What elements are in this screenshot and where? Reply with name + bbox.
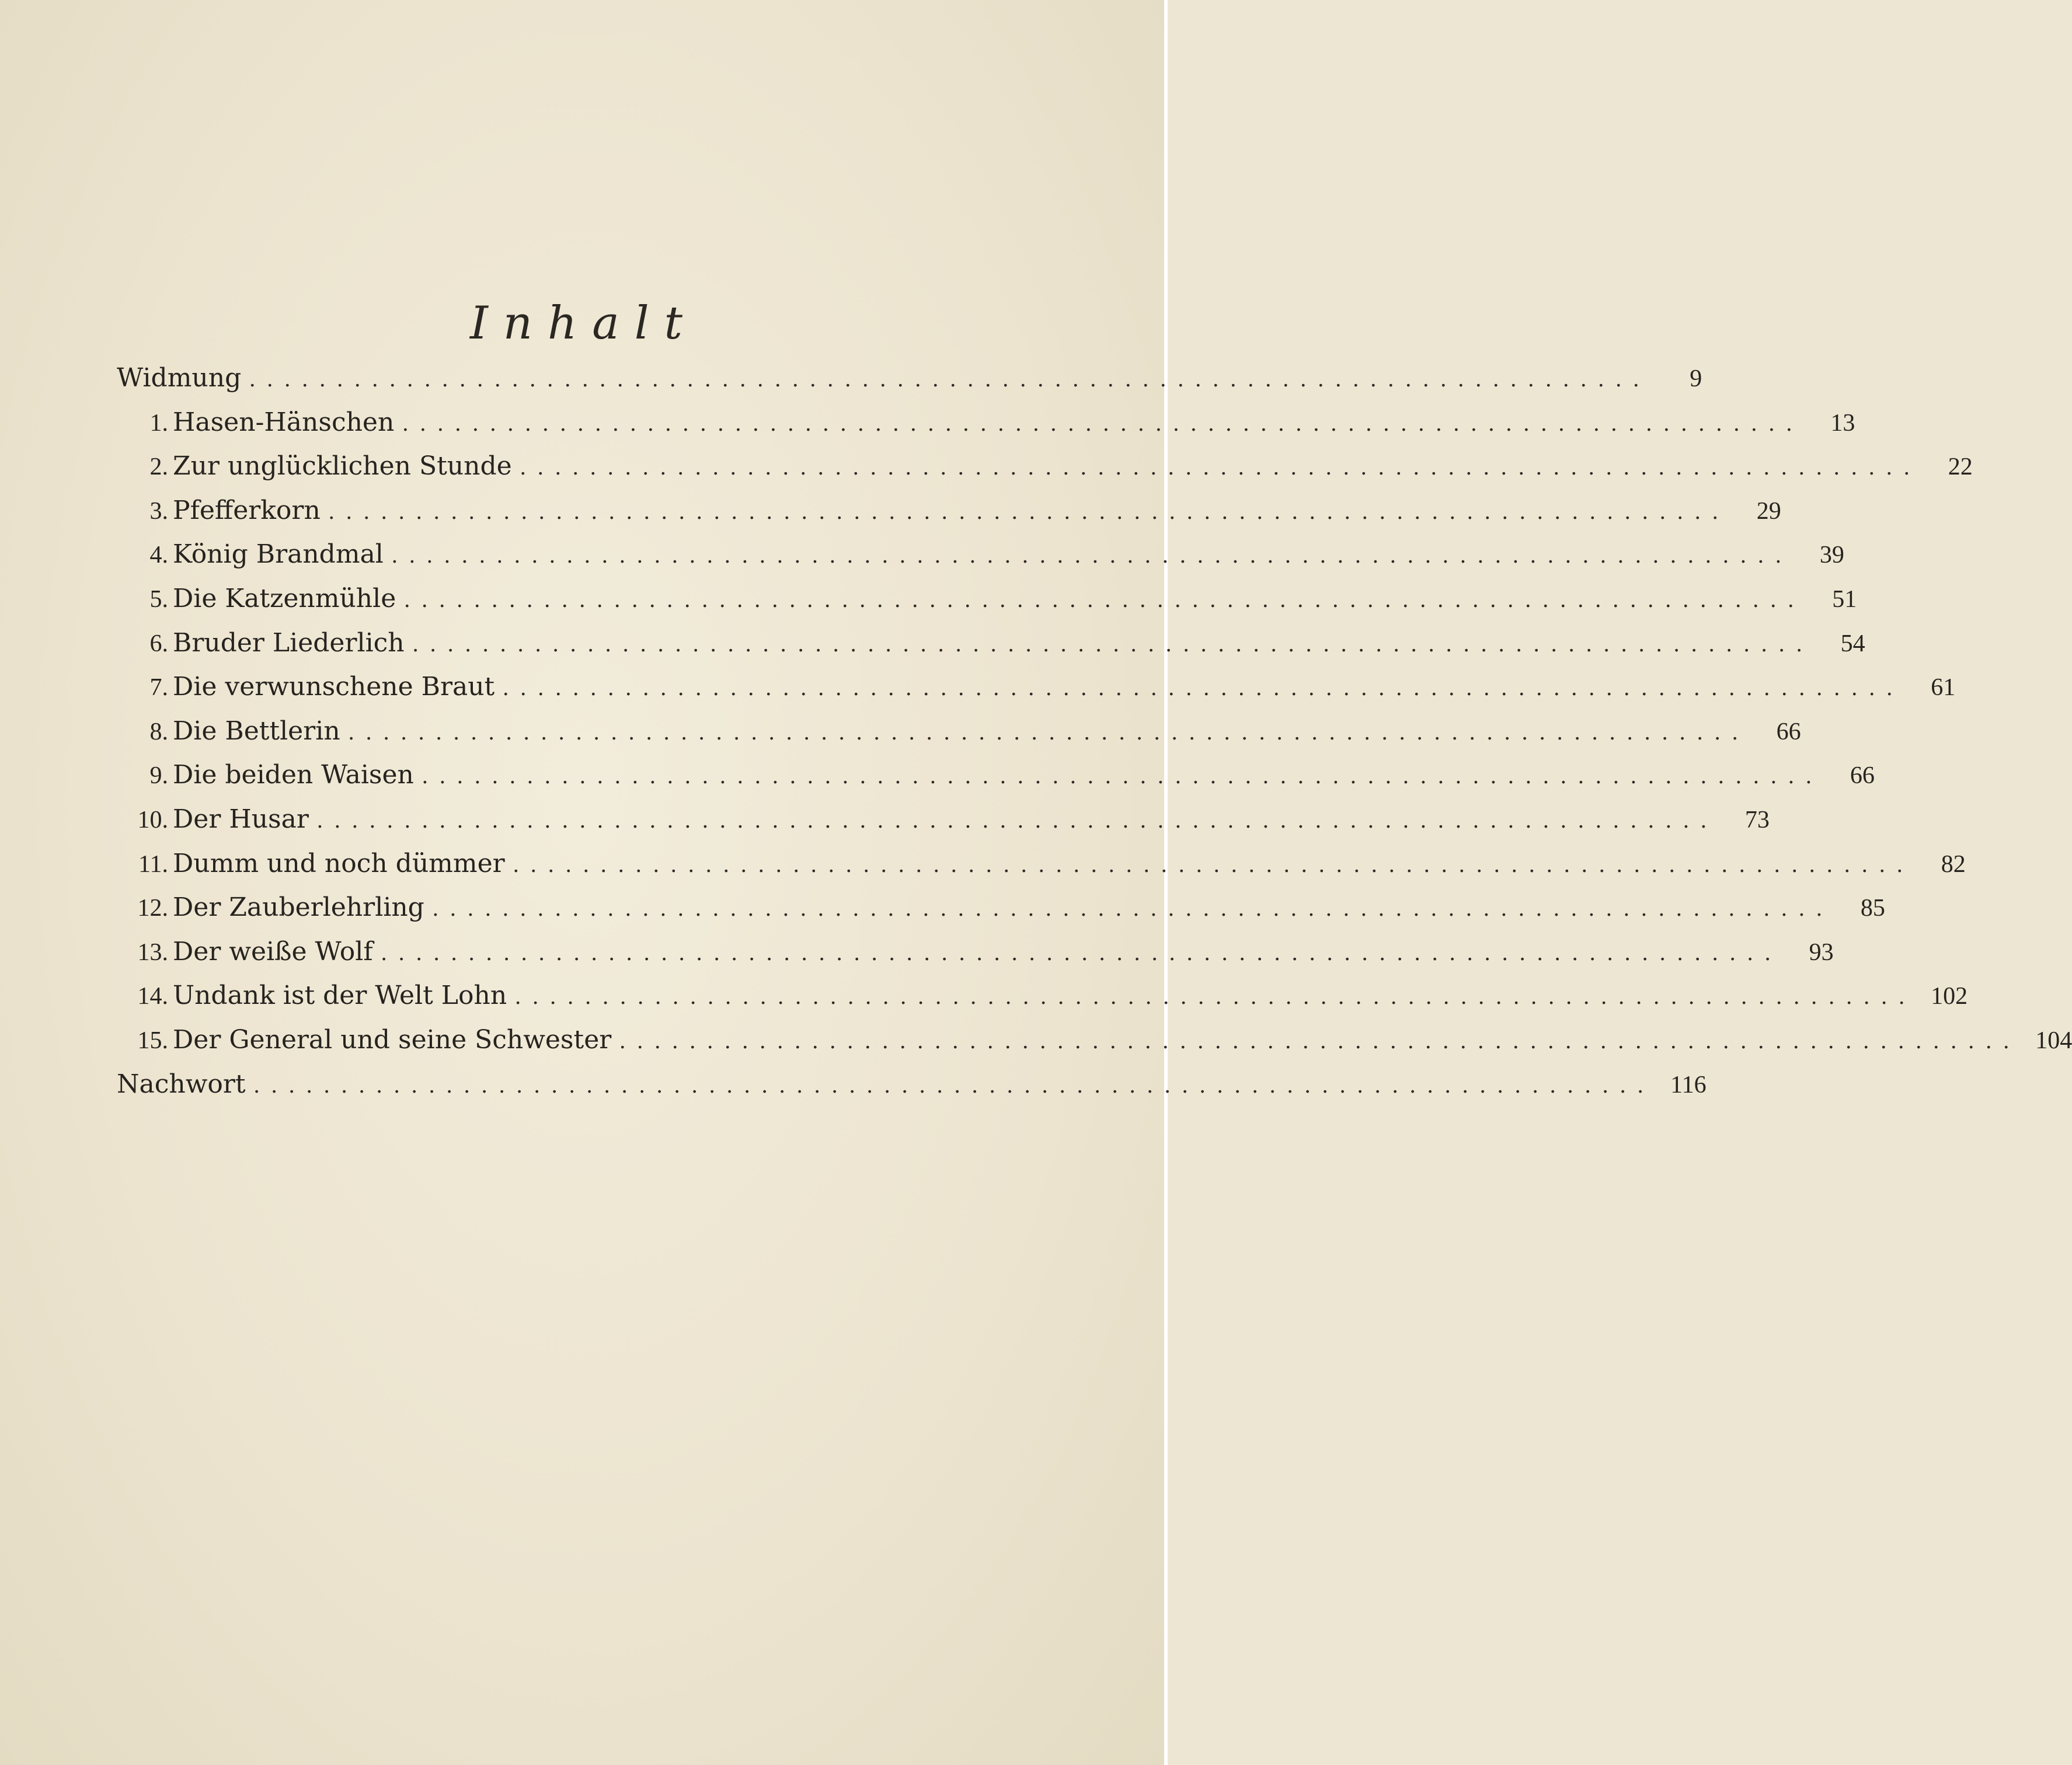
entry-title: Dumm und noch dümmer xyxy=(173,848,505,878)
entry-page: 61 xyxy=(1931,674,1956,702)
toc-entry xyxy=(117,363,1702,407)
dot-leader: ................................................................................ xyxy=(422,762,1823,789)
entry-page: 66 xyxy=(1850,762,1875,790)
dot-leader: ................................................................................ xyxy=(515,983,1917,1010)
entry-title: Widmung xyxy=(117,363,242,393)
entry-page: 73 xyxy=(1744,806,1770,833)
entry-page: 51 xyxy=(1832,585,1857,613)
toc-entry xyxy=(117,1024,2072,1069)
entry-number: 11. xyxy=(138,850,168,878)
toc-entry xyxy=(117,583,1857,628)
entry-number: 8. xyxy=(149,718,168,745)
dot-leader: ................................................................................ xyxy=(391,542,1793,568)
toc-entry xyxy=(117,936,1834,981)
entry-title: Nachwort xyxy=(117,1069,246,1099)
entry-number: 12. xyxy=(137,895,168,922)
dot-leader: ................................................................................ xyxy=(432,895,1834,922)
toc-entry xyxy=(117,451,1973,496)
page-title: Inhalt xyxy=(469,297,698,350)
entry-title: Undank ist der Welt Lohn xyxy=(173,981,507,1011)
entry-page: 104 xyxy=(2035,1027,2072,1054)
entry-number: 5. xyxy=(149,585,168,613)
toc-entry xyxy=(117,804,1770,849)
toc-entry xyxy=(117,981,1968,1025)
toc-entry xyxy=(117,407,1855,452)
dot-leader: ................................................................................ xyxy=(513,850,1914,877)
entry-title: Der weiße Wolf xyxy=(173,936,373,967)
dot-leader: ................................................................................ xyxy=(520,454,1921,480)
toc-entry xyxy=(117,495,1781,540)
toc-entry xyxy=(117,627,1865,672)
entry-title: Der General und seine Schwester xyxy=(173,1024,612,1055)
dot-leader: ................................................................................ xyxy=(249,365,1651,392)
entry-number: 15. xyxy=(137,1027,168,1054)
toc-entry xyxy=(117,848,1966,893)
toc-entry xyxy=(117,892,1885,937)
toc-entry xyxy=(117,672,1956,716)
entry-number: 7. xyxy=(149,674,168,702)
entry-title: König Brandmal xyxy=(173,539,384,570)
entry-number: 1. xyxy=(149,409,168,437)
entry-title: Die verwunschene Braut xyxy=(173,672,495,702)
entry-title: Die Katzenmühle xyxy=(173,583,396,613)
entry-number: 4. xyxy=(149,542,168,569)
entry-page: 66 xyxy=(1776,718,1801,745)
entry-page: 116 xyxy=(1670,1071,1707,1098)
dot-leader: ................................................................................ xyxy=(381,939,1782,965)
entry-number: 9. xyxy=(149,762,168,790)
entry-page: 82 xyxy=(1941,850,1966,878)
dot-leader: ................................................................................ xyxy=(253,1071,1655,1098)
toc-entry xyxy=(117,539,1844,584)
entry-title: Bruder Liederlich xyxy=(173,627,405,658)
dot-leader: ................................................................................ xyxy=(619,1027,2021,1054)
entry-page: 13 xyxy=(1830,409,1855,437)
toc-entry xyxy=(117,760,1875,804)
entry-number: 14. xyxy=(137,983,168,1010)
entry-title: Der Husar xyxy=(173,804,309,834)
entry-page: 39 xyxy=(1819,542,1844,569)
entry-number: 2. xyxy=(149,454,168,481)
dot-leader: ................................................................................ xyxy=(402,409,1804,436)
dot-leader: ................................................................................ xyxy=(316,806,1718,833)
dot-leader: ................................................................................ xyxy=(412,630,1814,657)
entry-title: Zur unglücklichen Stunde xyxy=(173,451,512,482)
entry-page: 102 xyxy=(1931,983,1968,1010)
dot-leader: ................................................................................ xyxy=(328,497,1730,524)
entry-title: Pfefferkorn xyxy=(173,495,321,525)
entry-page: 93 xyxy=(1809,939,1834,966)
entry-page: 85 xyxy=(1860,895,1885,922)
dot-leader: ................................................................................ xyxy=(503,674,1904,701)
dot-leader: ................................................................................ xyxy=(404,585,1806,612)
entry-page: 54 xyxy=(1840,630,1865,657)
entry-number: 10. xyxy=(137,806,168,833)
entry-title: Die Bettlerin xyxy=(173,716,340,746)
entry-title: Der Zauberlehrling xyxy=(173,892,424,923)
entry-number: 6. xyxy=(149,630,168,657)
table-of-contents xyxy=(117,363,2072,1113)
entry-page: 29 xyxy=(1756,497,1781,525)
page-edge xyxy=(1164,0,1168,1765)
entry-number: 13. xyxy=(137,939,168,966)
entry-title: Hasen-Hänschen xyxy=(173,407,395,437)
entry-number: 3. xyxy=(149,497,168,525)
dot-leader: ................................................................................ xyxy=(348,718,1750,745)
entry-page: 22 xyxy=(1948,454,1973,481)
toc-entry xyxy=(117,716,1801,761)
entry-page: 9 xyxy=(1690,365,1702,392)
toc-entry xyxy=(117,1069,1707,1114)
entry-title: Die beiden Waisen xyxy=(173,760,414,790)
